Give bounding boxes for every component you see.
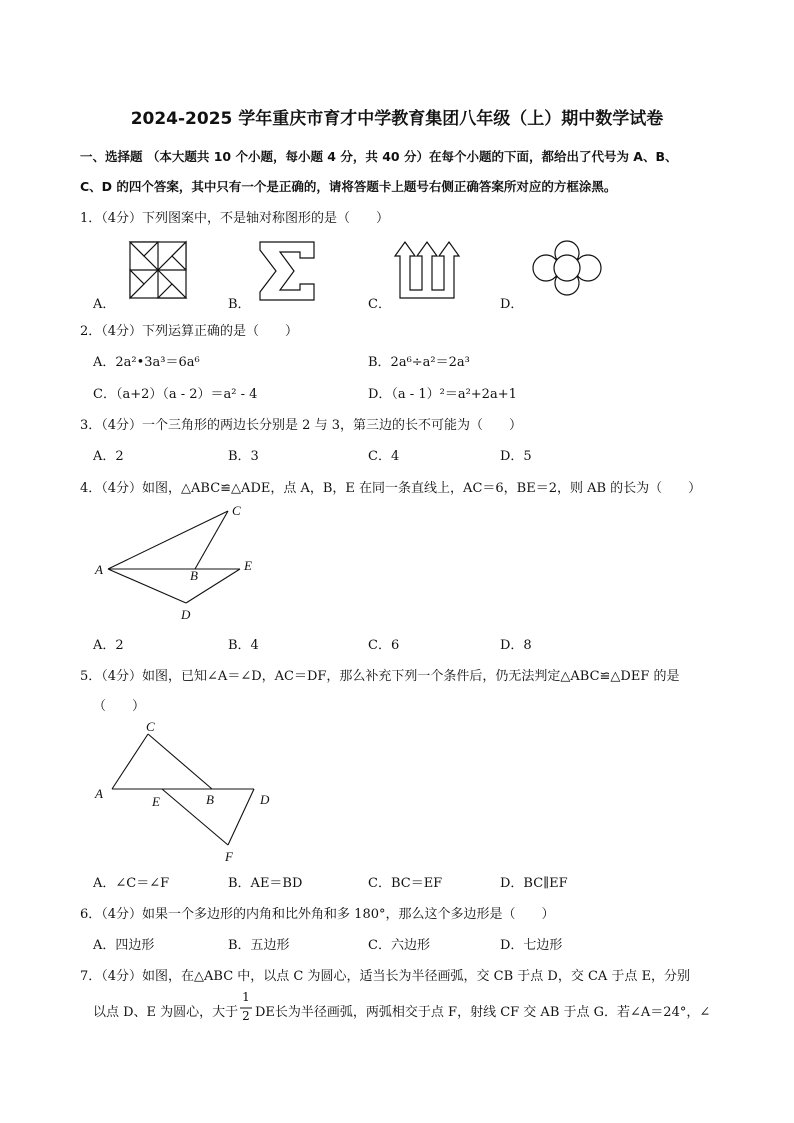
q3-option-c[interactable]: C．4 [368,449,400,464]
q5-label-e: E [152,794,160,809]
q1-option-a[interactable]: A． [93,297,116,312]
question-3-stem: 3．（4分）一个三角形的两边长分别是 2 与 3，第三边的长不可能为（ ） [80,418,522,433]
question-2-stem: 2．（4分）下列运算正确的是（ ） [80,324,299,339]
q5-option-a[interactable]: A．∠C＝∠F [93,876,170,891]
section-heading-line1: 一、选择题 （本大题共 10 个小题，每小题 4 分，共 40 分）在每个小题的下面，都给出了代号为 A、B、 [80,149,678,164]
q5-option-d[interactable]: D．BC∥EF [500,876,568,891]
q2-option-b[interactable]: B．2a⁶÷a²＝2a³ [368,355,470,370]
q2-option-a[interactable]: A．2a²•3a³＝6a⁶ [93,355,200,370]
q4-option-d[interactable]: D．8 [500,638,532,653]
q5-label-d: D [260,792,270,807]
q4-label-e: E [244,558,252,573]
q4-option-b[interactable]: B．4 [228,638,259,653]
q3-option-a[interactable]: A．2 [93,449,124,464]
question-5-stem: 5．（4分）如图，已知∠A＝∠D，AC＝DF，那么补充下列一个条件后，仍无法判定△ABC≌△DEF 的是 [80,669,680,684]
question-7-stem: 7．（4分）如图，在△ABC 中，以点 C 为圆心，适当长为半径画弧，交 CB 于点 D，交 CA 于点 E，分别 [80,969,691,984]
flower-figure-icon [530,238,604,298]
q6-option-c[interactable]: C．六边形 [368,938,430,953]
question-5-stem-bracket: （ ） [93,699,146,714]
fraction-numerator: 1 [242,990,250,1004]
q1-option-d[interactable]: D． [500,297,524,312]
question-7-line2-start: 以点 D、E 为圆心，大于 [93,1005,239,1020]
question-4-stem: 4．（4分）如图，△ABC≌△ADE，点 A，B，E 在同一条直线上，AC＝6，BE＝2，则 AB 的长为（ ） [80,481,702,496]
q3-option-b[interactable]: B．3 [228,449,259,464]
section-heading-line2: C、D 的四个答案，其中只有一个是正确的，请将答题卡上题号右侧正确答案所对应的方框涂黑。 [80,179,617,194]
q3-option-d[interactable]: D．5 [500,449,532,464]
q4-option-c[interactable]: C．6 [368,638,400,653]
q4-label-a: A [95,562,103,577]
q5-option-b[interactable]: B．AE＝BD [228,876,303,891]
q2-option-c[interactable]: C．（a+2）（a - 2）＝a² - 4 [93,387,258,402]
q4-label-c: C [232,503,241,518]
q5-triangles-diagram [100,726,270,851]
question-1-stem: 1．（4分）下列图案中，不是轴对称图形的是（ ） [80,211,390,226]
q5-option-c[interactable]: C．BC＝EF [368,876,443,891]
q1-option-b[interactable]: B． [228,297,251,312]
pinwheel-figure-icon [124,238,192,302]
q5-label-c: C [146,719,155,734]
q1-option-c[interactable]: C． [368,297,391,312]
question-6-stem: 6．（4分）如果一个多边形的内角和比外角和多 180°，那么这个多边形是（ ） [80,907,555,922]
q6-option-d[interactable]: D．七边形 [500,938,563,953]
q4-label-b: B [190,568,198,583]
question-7-line2-end: DE长为半径画弧，两弧相交于点 F，射线 CF 交 AB 于点 G．若∠A＝24°，∠ [255,1005,711,1020]
q5-label-f: F [225,849,233,864]
trident-figure-icon [394,238,460,304]
q4-label-d: D [181,607,191,622]
q6-option-a[interactable]: A．四边形 [93,938,155,953]
fraction-denominator: 2 [242,1009,250,1023]
q4-option-a[interactable]: A．2 [93,638,124,653]
page-title: 2024-2025 学年重庆市育才中学教育集团八年级（上）期中数学试卷 [130,109,664,129]
q2-option-d[interactable]: D．（a - 1）²＝a²+2a+1 [368,387,517,402]
q5-label-b: B [206,792,214,807]
q5-label-a: A [95,786,103,801]
sigma-figure-icon [256,238,318,304]
q6-option-b[interactable]: B．五边形 [228,938,290,953]
